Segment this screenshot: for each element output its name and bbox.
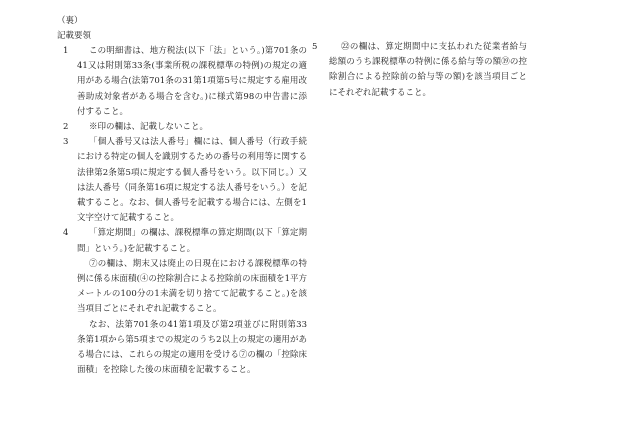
- item-number: 3: [63, 137, 69, 148]
- item-text: 「算定期間」の欄は、課税標準の算定期間(以下「算定期間」という。)を記載すること。: [77, 228, 307, 254]
- item-number: 2: [63, 122, 69, 133]
- item-number: 4: [63, 228, 69, 239]
- item-5: [312, 40, 527, 101]
- item-4: [57, 226, 307, 378]
- back-side-label: （裏）: [57, 16, 83, 26]
- item-text: この明細書は、地方税法(以下「法」という。)第701条の41又は附則第33条(事業所税の課税標準の特例)の規定の適用がある場合(法第701条の31第1項第5号に規定する雇用改善助成対象者がある場合を含む。)に様式第98の申告書に添付すること。: [77, 46, 307, 117]
- item-text: ㉒の欄は、算定期間中に支払われた従業者給与総額のうち課税標準の特例に係る給与等の額⑲の控除割合による控除前の給与等の額)を該当項目ごとにそれぞれ記載すること。: [329, 42, 527, 98]
- section-title: 記載要領: [57, 31, 92, 41]
- item-number: 1: [63, 46, 69, 56]
- item-paragraph: ⑦の欄は、期末又は廃止の日現在における課税標準の特例に係る床面積(④の控除割合による控除前の床面積を1平方メートルの100分の1未満を切り捨てて記載すること。)を該当項目ごとにそれぞれ記載すること。: [77, 258, 307, 315]
- item-3: [57, 135, 307, 226]
- item-text: 「個人番号又は法人番号」欄には、個人番号（行政手続における特定の個人を識別するための番号の利用等に関する法律第2条第5項に規定する個人番号をいう。以下同じ。）又は法人番号（同条第16項に規定する法人番号をいう。）を記載すること。なお、個人番号を記載する場合には、左側を1文字空けて記載すること。: [77, 137, 307, 224]
- right-column: [312, 40, 527, 101]
- item-number: 5: [312, 42, 318, 52]
- item-2: [57, 120, 307, 135]
- item-1: [57, 44, 307, 120]
- left-column: [57, 44, 307, 378]
- item-text: ※印の欄は、記載しないこと。: [89, 122, 209, 133]
- item-paragraph: なお、法第701条の41第1項及び第2項並びに附則第33条第1項から第5項までの規定のうち2以上の規定の適用がある場合には、これらの規定の適用を受ける⑦の欄の「控除床面積」を控除した後の床面積を記載すること。: [77, 319, 307, 376]
